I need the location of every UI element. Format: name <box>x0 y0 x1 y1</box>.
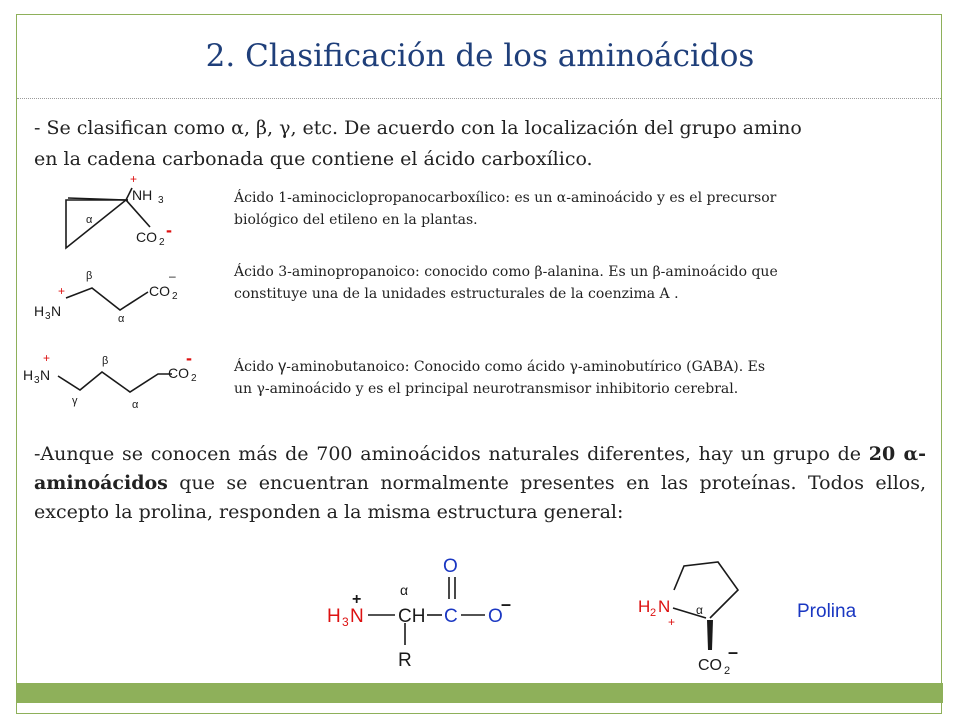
general-amino-acid-structure <box>320 550 530 670</box>
alpha-label: α <box>400 582 409 598</box>
carboxyl-group: CO <box>168 365 189 381</box>
gaba-structure <box>22 348 212 418</box>
amine-h: H <box>23 367 34 383</box>
intro-text <box>34 113 914 175</box>
title-divider <box>17 98 941 99</box>
amine-subscript: 3 <box>158 195 164 206</box>
carboxyl-subscript: 2 <box>159 237 165 248</box>
gamma-label: γ <box>72 395 78 407</box>
intro-line-2: en la cadena carbonada que contiene el ácido carboxílico. <box>34 148 593 170</box>
beta-label: β <box>102 355 109 367</box>
proline-label: Prolina <box>797 601 857 622</box>
positive-charge: + <box>668 615 676 629</box>
h-subscript: 2 <box>650 607 657 619</box>
slide-title: 2. Clasificación de los aminoácidos <box>205 38 755 74</box>
negative-charge: – <box>728 642 739 662</box>
h-atom: H <box>327 606 341 627</box>
intro-line-1: - Se clasifican como α, β, γ, etc. De acuerdo con la localización del grupo amino <box>34 117 802 139</box>
amine-group: NH <box>132 187 153 203</box>
beta-label: β <box>86 270 93 282</box>
bold-highlight: 20 α-aminoácidos <box>34 443 927 494</box>
compound-1-description <box>234 187 776 231</box>
positive-charge: + <box>352 591 362 608</box>
negative-charge: - <box>186 348 192 368</box>
compound-2-line-2: constituye una de la unidades estructurales de la coenzima A . <box>234 286 679 302</box>
compound-1-line-1: Ácido 1-aminociclopropanocarboxílico: es un α-aminoácido y es el precursor <box>234 190 777 206</box>
r-group: R <box>398 650 412 671</box>
n-atom: N <box>658 597 671 616</box>
amine-subscript: 3 <box>34 375 40 386</box>
positive-charge: + <box>130 172 138 186</box>
ch-group: CH <box>398 606 426 627</box>
compound-2-line-1: Ácido 3-aminopropanoico: conocido como β-alanina. Es un β-aminoácido que <box>234 264 778 280</box>
cyclopropane-structure <box>60 170 210 250</box>
n-atom: N <box>350 606 364 627</box>
carboxyl-group: CO <box>136 229 157 245</box>
amine-subscript: 3 <box>45 311 51 322</box>
carboxyl-subscript: 2 <box>172 291 178 302</box>
alpha-label: α <box>132 399 139 411</box>
carbonyl-oxygen: O <box>443 556 458 577</box>
h-atom: H <box>638 597 651 616</box>
compound-2-description <box>234 261 778 305</box>
alpha-label: α <box>118 313 125 325</box>
carboxyl-group: CO <box>149 283 170 299</box>
amine-n: N <box>51 303 62 319</box>
h-subscript: 3 <box>342 615 349 629</box>
negative-charge: – <box>501 594 512 614</box>
alpha-label: α <box>696 603 703 617</box>
negative-charge: – <box>169 269 176 283</box>
positive-charge: + <box>43 351 51 365</box>
compound-3-line-2: un γ-aminoácido y es el principal neurotransmisor inhibitorio cerebral. <box>234 381 739 397</box>
carboxyl-subscript: 2 <box>191 373 197 384</box>
alpha-label: α <box>86 214 93 226</box>
amine-h: H <box>34 303 45 319</box>
proline-structure <box>636 552 776 682</box>
carbonyl-carbon: C <box>444 606 458 627</box>
negative-charge: - <box>166 220 172 240</box>
beta-alanine-structure <box>30 260 200 330</box>
compound-3-line-1: Ácido γ-aminobutanoico: Conocido como ácido γ-aminobutírico (GABA). Es <box>234 358 766 375</box>
amino-acid-paragraph: -Aunque se conocen más de 700 aminoácidos naturales diferentes, hay un grupo de 20 α-aminoácidos que se encuentran normalmente presentes en las proteínas. Todos ellos, excepto la prolina, responden a la misma estructura general: <box>34 443 927 523</box>
carboxyl-group: CO <box>698 657 722 674</box>
carboxyl-subscript: 2 <box>724 665 731 677</box>
amine-n: N <box>40 367 51 383</box>
footer-bar <box>17 683 943 703</box>
carboxylate-oxygen: O <box>488 606 503 627</box>
compound-3-description <box>234 356 765 400</box>
compound-1-line-2: biológico del etileno en la plantas. <box>234 212 478 228</box>
positive-charge: + <box>58 284 66 298</box>
